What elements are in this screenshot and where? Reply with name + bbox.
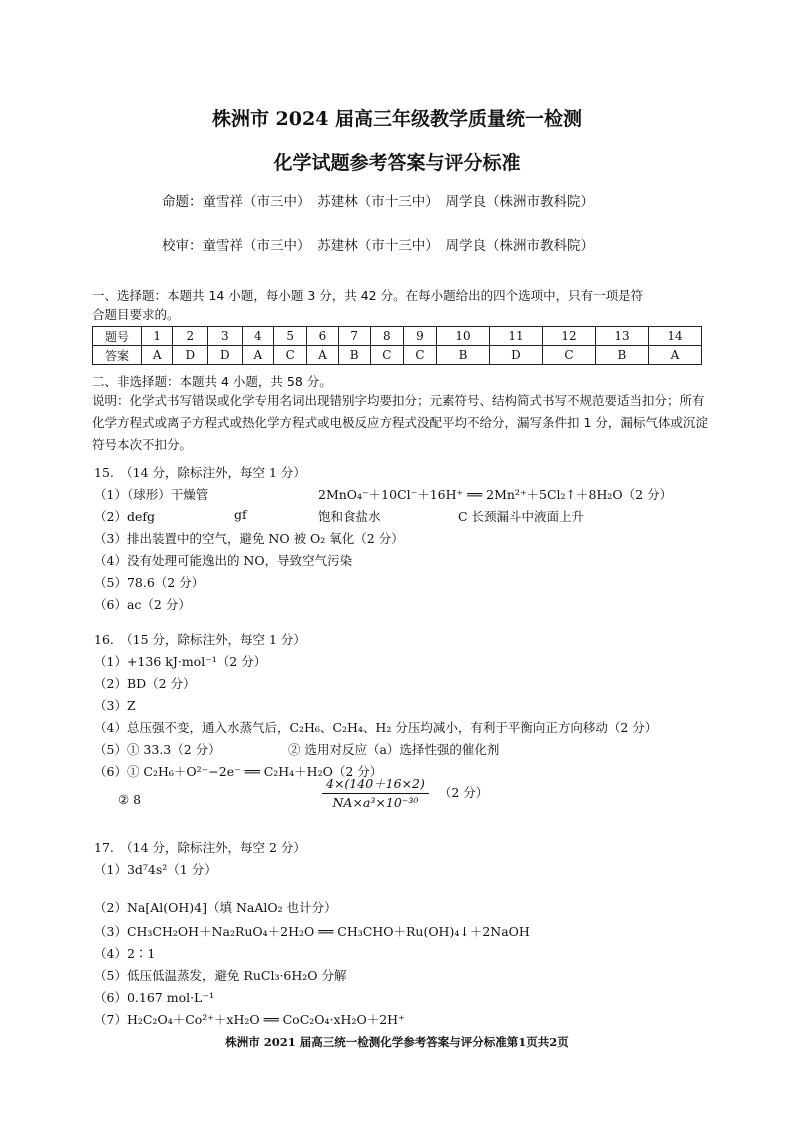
section2-note: 说明：化学式书写错误或化学专用名词出现错别字均要扣分；元素符号、结构简式书写不规范要适当扣分；所有化学方程式或离子方程式或热化学方程式或电极反应方程式没配平均不给分，漏写条件扣 1 分，漏标气体或沉淀符号本次不扣分。 — [92, 393, 708, 452]
answer-cell: D — [490, 346, 543, 365]
q15-answer-5: （5）78.6（2 分） — [94, 575, 205, 590]
question-number-cell: 3 — [208, 327, 243, 346]
answer-cell: B — [338, 346, 370, 365]
answer-cell: C — [274, 346, 307, 365]
q17-answer-1: （1）3d⁷4s²（1 分） — [94, 862, 217, 877]
answer-cell: A — [307, 346, 338, 365]
q17-answer-5: （5）低压低温蒸发，避免 RuCl₃·6H₂O 分解 — [94, 968, 347, 983]
answer-cell: D — [173, 346, 208, 365]
q16-answer-4: （4）总压强不变，通入水蒸气后，C₂H₆、C₂H₄、H₂ 分压均减小，有利于平衡向正方向移动（2 分） — [94, 720, 658, 735]
q16-answer-6-score: （2 分） — [438, 785, 489, 800]
authors-line: 命题：童雪祥（市三中） 苏建林（市十三中） 周学良（株洲市教科院） — [162, 194, 594, 210]
section2-header: 二、非选择题：本题共 4 小题，共 58 分。 — [92, 374, 332, 389]
question-number-cell: 4 — [242, 327, 273, 346]
q15-answer-1: （1）（球形）干燥管 — [94, 487, 209, 502]
q15-answer-6: （6）ac（2 分） — [94, 597, 191, 612]
page-title: 株洲市 2024 届高三年级教学质量统一检测 — [211, 108, 583, 130]
question-number-cell: 12 — [542, 327, 595, 346]
q17-answer-4: （4）2∶1 — [94, 946, 156, 961]
answer-cell: B — [437, 346, 490, 365]
q15-header: 15. （14 分，除标注外，每空 1 分） — [94, 465, 306, 480]
q17-header: 17. （14 分，除标注外，每空 2 分） — [94, 840, 306, 855]
q17-answer-7: （7）H₂C₂O₄＋Co²⁺＋xH₂O ══ CoC₂O₄·xH₂O＋2H⁺ — [94, 1012, 405, 1027]
fraction-numerator: 4×(140＋16×2) — [322, 774, 429, 794]
q15-answer-4: （4）没有处理可能逸出的 NO，导致空气污染 — [94, 553, 353, 568]
fraction-denominator: NA×a³×10⁻³⁰ — [332, 795, 419, 810]
q16-answer-6b: ② 8 — [118, 792, 142, 807]
question-number-cell: 13 — [595, 327, 648, 346]
answer-table-answer-row — [93, 346, 702, 365]
q15-answer-2a: （2）defg — [94, 509, 155, 524]
q16-answer-5b: ② 选用对反应（a）选择性强的催化剂 — [288, 742, 500, 757]
question-number-cell: 9 — [403, 327, 436, 346]
q16-answer-6a: （6）① C₂H₆＋O²⁻−2e⁻ ══ C₂H₄＋H₂O（2 分） — [94, 764, 383, 779]
q15-answer-2d: C 长颈漏斗中液面上升 — [458, 509, 585, 524]
question-number-cell: 5 — [274, 327, 307, 346]
answer-cell: A — [142, 346, 173, 365]
question-number-cell: 10 — [437, 327, 490, 346]
page-footer: 株洲市 2021 届高三统一检测化学参考答案与评分标准第1页共2页 — [225, 1035, 569, 1049]
answer-cell: C — [542, 346, 595, 365]
section1-header-line1: 一、选择题：本题共 14 小题，每小题 3 分，共 42 分。在每小题给出的四个选项中，只有一项是符 — [92, 288, 644, 303]
question-number-cell: 8 — [370, 327, 403, 346]
answer-table-number-row — [93, 327, 702, 346]
answer-cell: D — [208, 346, 243, 365]
row-label-number: 题号 — [93, 327, 142, 346]
answer-cell: A — [242, 346, 273, 365]
question-number-cell: 2 — [173, 327, 208, 346]
fraction — [322, 774, 429, 810]
q15-answer-2c: 饱和食盐水 — [318, 509, 381, 524]
answer-cell: C — [403, 346, 436, 365]
q16-header: 16. （15 分，除标注外，每空 1 分） — [94, 632, 306, 647]
q17-answer-6: （6）0.167 mol·L⁻¹ — [94, 990, 214, 1005]
q17-answer-3: （3）CH₃CH₂OH＋Na₂RuO₄＋2H₂O ══ CH₃CHO＋Ru(OH)₄↓＋2NaOH — [94, 924, 530, 939]
q15-answer-3: （3）排出装置中的空气，避免 NO 被 O₂ 氧化（2 分） — [94, 531, 404, 546]
q16-answer-2: （2）BD（2 分） — [94, 676, 196, 691]
answer-cell: B — [595, 346, 648, 365]
page-subtitle: 化学试题参考答案与评分标准 — [273, 152, 521, 174]
answer-cell: C — [370, 346, 403, 365]
section1-header-line2: 合题目要求的。 — [92, 307, 180, 322]
reviewers-line: 校审：童雪祥（市三中） 苏建林（市十三中） 周学良（株洲市教科院） — [162, 238, 594, 254]
q16-answer-3: （3）Z — [94, 698, 136, 713]
q16-answer-5a: （5）① 33.3（2 分） — [94, 742, 221, 757]
question-number-cell: 6 — [307, 327, 338, 346]
q17-answer-2: （2）Na[Al(OH)4]（填 NaAlO₂ 也计分） — [94, 900, 337, 915]
question-number-cell: 14 — [648, 327, 701, 346]
question-number-cell: 11 — [490, 327, 543, 346]
question-number-cell: 1 — [142, 327, 173, 346]
q15-answer-2b: gf — [234, 507, 247, 522]
q16-answer-1: （1）+136 kJ·mol⁻¹（2 分） — [94, 654, 267, 669]
q16-answer-6-fraction — [322, 774, 488, 810]
answer-table — [92, 326, 702, 365]
row-label-answer: 答案 — [93, 346, 142, 365]
q15-answer-1-equation: 2MnO₄⁻＋10Cl⁻＋16H⁺ ══ 2Mn²⁺＋5Cl₂↑＋8H₂O（2 分） — [318, 487, 673, 502]
answer-cell: A — [648, 346, 701, 365]
question-number-cell: 7 — [338, 327, 370, 346]
